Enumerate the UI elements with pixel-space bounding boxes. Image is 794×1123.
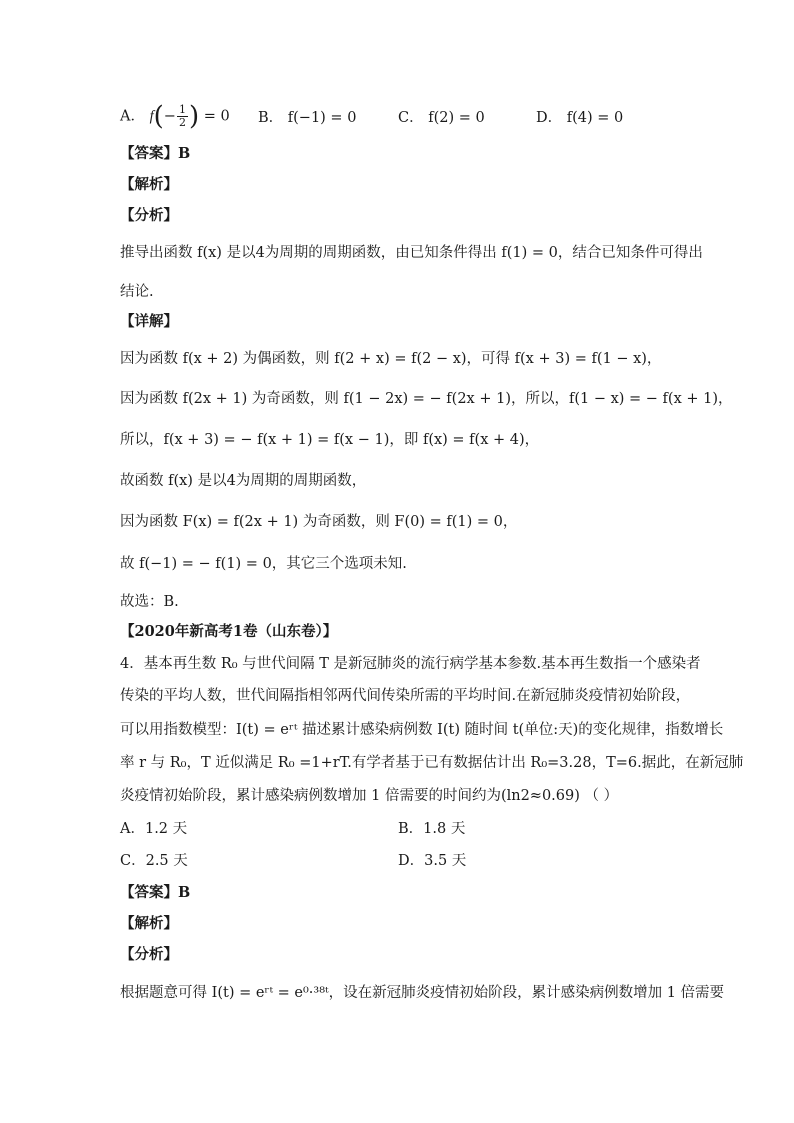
q4-option-a: A．1.2 天: [120, 821, 188, 837]
q3-detail-line: 因为函数 F(x) = f(2x + 1) 为奇函数，则 F(0) = f(1) = 0，: [120, 514, 518, 530]
q3-option-a-fraction: [177, 104, 188, 129]
fraction-denominator: 2: [178, 116, 186, 129]
q4-stem-line: 率 r 与 R₀，T 近似满足 R₀ =1+rT.有学者基于已有数据估计出 R₀=3.28，T=6.据此，在新冠肺: [120, 755, 744, 771]
q3-option-d: D． f(4) = 0: [536, 110, 624, 126]
q3-option-a: [120, 101, 230, 132]
q3-detail-line: 所以，f(x + 3) = − f(x + 1) = f(x − 1)，即 f(x) = f(x + 4)，: [120, 432, 540, 448]
section-header: 【2020年新高考1卷（山东卷）】: [120, 623, 338, 640]
q4-option-b: B．1.8 天: [398, 821, 466, 837]
q3-option-a-rhs: = 0: [203, 108, 230, 125]
q3-xiangjie-heading: 【详解】: [120, 313, 178, 330]
q3-option-a-sign: −: [163, 108, 176, 125]
q4-stem-line: 炎疫情初始阶段，累计感染病例数增加 1 倍需要的时间约为(ln2≈0.69) （ ）: [120, 788, 619, 804]
q4-stem-line: 4．基本再生数 R₀ 与世代间隔 T 是新冠肺炎的流行病学基本参数.基本再生数指一个感染者: [120, 656, 701, 672]
q4-fenxi-heading: 【分析】: [120, 946, 178, 963]
q4-stem-line: 可以用指数模型：I(t) = eʳᵗ 描述累计感染病例数 I(t) 随时间 t(单位:天)的变化规律，指数增长: [120, 722, 724, 738]
q3-detail-line: 故 f(−1) = − f(1) = 0，其它三个选项未知.: [120, 556, 407, 572]
q3-analysis-line-1: 推导出函数 f(x) 是以4为周期的周期函数，由已知条件得出 f(1) = 0，结合已知条件可得出: [120, 245, 703, 261]
q3-detail-line: 因为函数 f(x + 2) 为偶函数，则 f(2 + x) = f(2 − x)，可得 f(x + 3) = f(1 − x)，: [120, 351, 662, 367]
q3-option-c: C． f(2) = 0: [398, 110, 485, 126]
q3-detail-line: 故函数 f(x) 是以4为周期的周期函数，: [120, 473, 367, 489]
q4-option-c: C．2.5 天: [120, 853, 188, 869]
left-paren: (: [153, 101, 164, 132]
q3-option-b: B． f(−1) = 0: [258, 110, 357, 126]
q3-analysis-line-2: 结论.: [120, 284, 154, 300]
fraction-numerator: 1: [178, 103, 186, 116]
q4-jiexi-heading: 【解析】: [120, 915, 178, 932]
q3-option-a-label: A．: [120, 108, 145, 125]
q4-stem-line: 传染的平均人数，世代间隔指相邻两代间传染所需的平均时间.在新冠肺炎疫情初始阶段，: [120, 688, 691, 704]
right-paren: ): [188, 101, 200, 132]
q4-analysis-line-1: 根据题意可得 I(t) = eʳᵗ = e⁰·³⁸ᵗ，设在新冠肺炎疫情初始阶段，累计感染病例数增加 1 倍需要: [120, 985, 725, 1001]
q3-conclusion: 故选：B.: [120, 594, 179, 610]
q3-answer: 【答案】B: [120, 145, 191, 162]
q4-option-d: D．3.5 天: [398, 853, 467, 869]
q4-answer: 【答案】B: [120, 884, 191, 901]
q3-detail-line: 因为函数 f(2x + 1) 为奇函数，则 f(1 − 2x) = − f(2x + 1)，所以，f(1 − x) = − f(x + 1)，: [120, 391, 733, 407]
q3-fenxi-heading: 【分析】: [120, 207, 178, 224]
q3-option-a-func: f: [149, 108, 154, 125]
q3-jiexi-heading: 【解析】: [120, 176, 178, 193]
